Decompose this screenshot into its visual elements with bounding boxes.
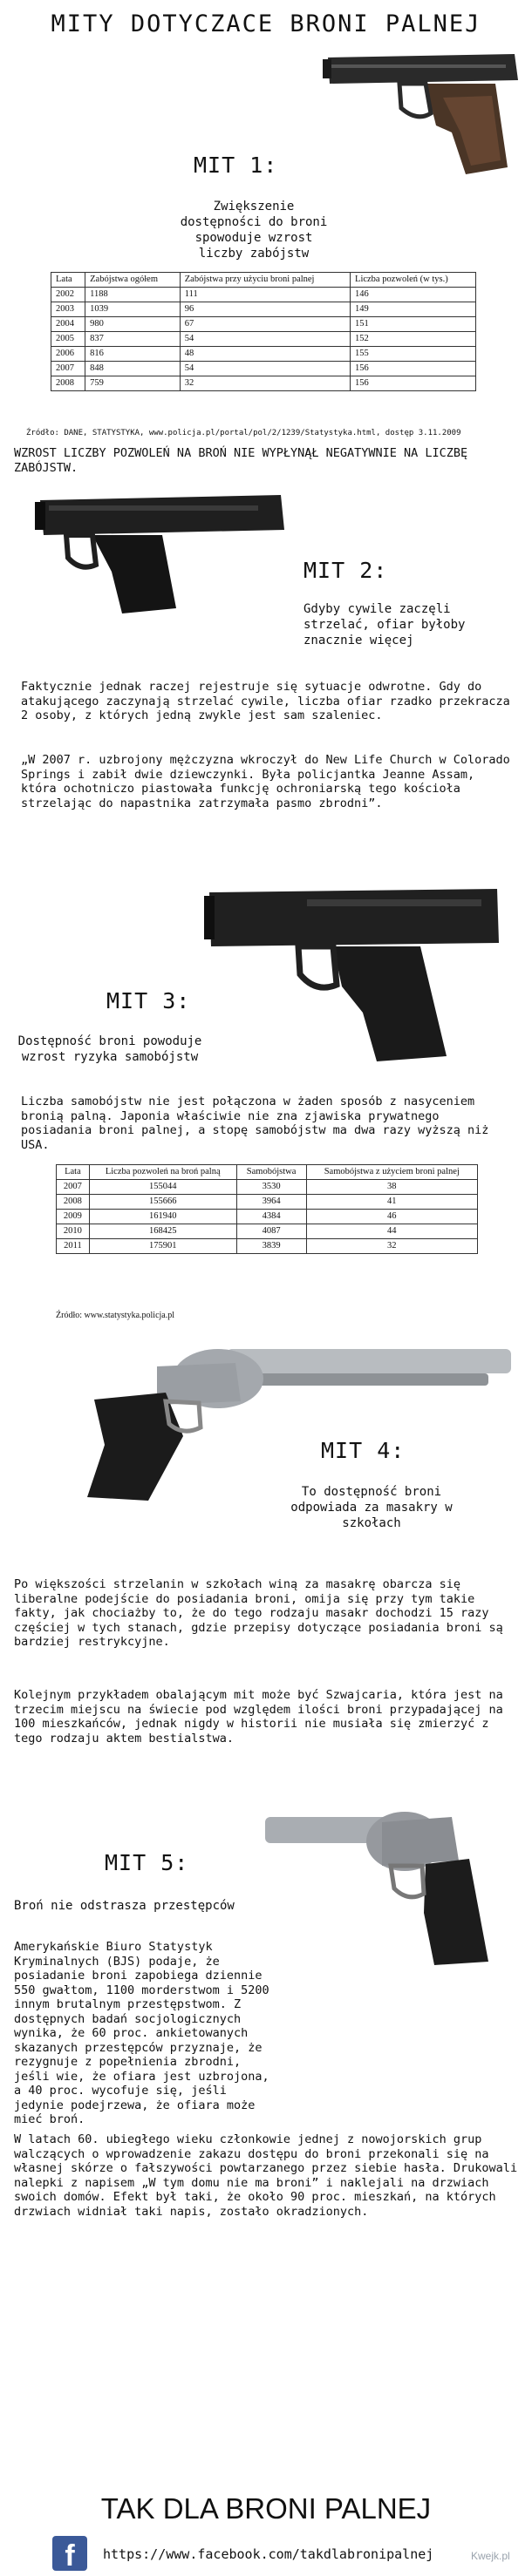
table-header-cell: Liczba pozwoleń na broń palną <box>89 1165 236 1180</box>
table-row <box>51 317 476 332</box>
table-header-cell: Lata <box>57 1165 90 1180</box>
table-cell: 2011 <box>57 1239 90 1254</box>
table-cell: 175901 <box>89 1239 236 1254</box>
table-cell: 2010 <box>57 1224 90 1239</box>
table-header-cell: Samobójstwa z użyciem broni palnej <box>306 1165 477 1180</box>
myth1-conclusion: WZROST LICZBY POZWOLEŃ NA BROŃ NIE WYPŁYNĄŁ NEGATYWNIE NA LICZBĘ ZABÓJSTW. <box>14 446 468 475</box>
table-header-row <box>51 273 476 288</box>
myth5-paragraph2: W latach 60. ubiegłego wieku członkowie jednej z nowojorskich grup walczących o wprowadzenie zakazu dostępu do broni przekonali się na własnej skórze o fałszywości powtarzanego przez siebie hasła. Drukowali nalepki z napisem „W tym domu nie ma broni” i naklejali na drzwiach swoich domów. Efekt był taki, że około 90 proc. mieszkań, na których drzwiach widniał taki napis, zostało okradzionych. <box>14 2132 518 2219</box>
myth2-subtitle: Gdyby cywile zaczęli strzelać, ofiar byłoby znacznie więcej <box>304 602 466 647</box>
table-row <box>57 1210 478 1224</box>
glock-image <box>202 882 504 1065</box>
revolver-long-image <box>52 1332 516 1506</box>
myth4-subtitle: To dostępność broni odpowiada za masakry w szkołach <box>290 1485 453 1530</box>
table-header-cell: Samobójstwa <box>236 1165 306 1180</box>
page-title: MITY DOTYCZACE BRONI PALNEJ <box>51 10 481 37</box>
table-cell: 161940 <box>89 1210 236 1224</box>
table-cell: 54 <box>180 362 350 376</box>
table-header-cell: Zabójstwa przy użyciu broni palnej <box>180 273 350 288</box>
table-cell: 156 <box>351 376 476 391</box>
table-cell: 3839 <box>236 1239 306 1254</box>
table-cell: 46 <box>306 1210 477 1224</box>
table-cell: 54 <box>180 332 350 347</box>
table-cell: 2002 <box>51 288 85 302</box>
myth4-heading: MIT 4: <box>321 1438 406 1463</box>
myth3-heading: MIT 3: <box>106 988 191 1013</box>
myth5-heading: MIT 5: <box>105 1850 189 1875</box>
myth1-heading: MIT 1: <box>194 153 278 178</box>
table-row <box>51 288 476 302</box>
myth3-paragraph: Liczba samobójstw nie jest połączona w żaden sposób z nasyceniem bronią palną. Japonia właściwie nie zna zjawiska prywatnego posiadania broni palnej, a stopę samobójstw ma dwa razy wyższą niż USA. <box>21 1095 489 1152</box>
table-cell: 759 <box>85 376 181 391</box>
myth3-table <box>56 1164 478 1254</box>
myth2-heading: MIT 2: <box>304 558 388 583</box>
table-cell: 4384 <box>236 1210 306 1224</box>
table-cell: 152 <box>351 332 476 347</box>
table-cell: 32 <box>180 376 350 391</box>
myth2-paragraph2: „W 2007 r. uzbrojony mężczyzna wkroczył do New Life Church w Colorado Springs i zabił dwie dziewczynki. Była policjantka Jeanne Assam, która ochotniczo piastowała funkcję ochroniarską tego kościoła strzelając do napastnika zatrzymała pasmo zbrodni”. <box>21 753 510 810</box>
table-header-cell: Lata <box>51 273 85 288</box>
watermark: Kwejk.pl <box>471 2550 510 2562</box>
table-row <box>57 1180 478 1195</box>
table-cell: 96 <box>180 302 350 317</box>
table-row <box>51 332 476 347</box>
table-cell: 2006 <box>51 347 85 362</box>
table-cell: 1188 <box>85 288 181 302</box>
table-cell: 67 <box>180 317 350 332</box>
table-cell: 155 <box>351 347 476 362</box>
myth3-subtitle: Dostępność broni powoduje wzrost ryzyka samobójstw <box>17 1034 202 1064</box>
table-cell: 146 <box>351 288 476 302</box>
table-row <box>57 1224 478 1239</box>
table-header-row <box>57 1165 478 1180</box>
table-cell: 1039 <box>85 302 181 317</box>
table-row <box>51 347 476 362</box>
myth3-source: Źródło: www.statystyka.policja.pl <box>56 1311 174 1320</box>
myth1-table <box>51 272 476 391</box>
table-cell: 155044 <box>89 1180 236 1195</box>
table-cell: 2007 <box>57 1180 90 1195</box>
table-cell: 38 <box>306 1180 477 1195</box>
table-cell: 4087 <box>236 1224 306 1239</box>
table-cell: 2009 <box>57 1210 90 1224</box>
table-cell: 111 <box>180 288 350 302</box>
myth5-paragraph1: Amerykańskie Biuro Statystyk Kryminalnych (BJS) podaje, że posiadanie broni zapobiega dziennie 550 gwałtom, 1100 morderstwom i 5200 innym brutalnym przestępstwom. Z dostępnych badań socjologicznych wynika, że 60 proc. ankietowanych skazanych przestępców przyznaje, że rezygnuje z popełnienia zbrodni, jeśli wie, że ofiara jest uzbrojona, a 40 proc. wycofuje się, jeśli jedynie podejrzewa, że ofiara może mieć broń. <box>14 1940 269 2126</box>
table-cell: 168425 <box>89 1224 236 1239</box>
table-cell: 2008 <box>51 376 85 391</box>
table-cell: 3530 <box>236 1180 306 1195</box>
table-header-cell: Liczba pozwoleń (w tys.) <box>351 273 476 288</box>
table-cell: 44 <box>306 1224 477 1239</box>
myth4-paragraph2: Kolejnym przykładem obalającym mit może być Szwajcaria, która jest na trzecim miejscu na świecie pod względem ilości broni przypadającej na 100 mieszkańców, jednak nigdy w historii nie musiała się zmierzyć z tego rodzaju aktem bestialstwa. <box>14 1688 503 1746</box>
closing-slogan: TAK DLA BRONI PALNEJ <box>100 2492 432 2525</box>
table-cell: 848 <box>85 362 181 376</box>
desert-eagle-image <box>31 485 293 615</box>
table-cell: 41 <box>306 1195 477 1210</box>
table-header-cell: Zabójstwa ogółem <box>85 273 181 288</box>
table-cell: 2008 <box>57 1195 90 1210</box>
table-cell: 156 <box>351 362 476 376</box>
table-row <box>51 302 476 317</box>
table-row <box>57 1239 478 1254</box>
table-cell: 3964 <box>236 1195 306 1210</box>
table-cell: 2003 <box>51 302 85 317</box>
facebook-icon[interactable]: f <box>52 2536 87 2571</box>
myth1-source: Źródło: DANE, STATYSTYKA, www.policja.pl/portal/pol/2/1239/Statystyka.html, dostęp 3.11.2009 <box>26 429 461 437</box>
myth1-subtitle: Zwiększenie dostępności do broni spowoduje wzrost liczby zabójstw <box>180 200 328 261</box>
table-row <box>51 376 476 391</box>
table-cell: 816 <box>85 347 181 362</box>
table-cell: 2004 <box>51 317 85 332</box>
revolver-short-image <box>260 1791 495 1969</box>
table-cell: 2007 <box>51 362 85 376</box>
table-cell: 155666 <box>89 1195 236 1210</box>
table-row <box>57 1195 478 1210</box>
facebook-url-link[interactable]: https://www.facebook.com/takdlabronipalnej <box>103 2546 434 2562</box>
table-cell: 980 <box>85 317 181 332</box>
table-cell: 151 <box>351 317 476 332</box>
table-cell: 48 <box>180 347 350 362</box>
myth5-subtitle: Broń nie odstrasza przestępców <box>14 1899 235 1913</box>
table-cell: 149 <box>351 302 476 317</box>
pistol-1911-image <box>321 45 523 176</box>
table-cell: 2005 <box>51 332 85 347</box>
myth4-paragraph1: Po większości strzelanin w szkołach winą za masakrę obarcza się liberalne podejście do posiadania broni, omija się przy tym takie fakty, jak chociażby to, że do tego rodzaju masakr dochodzi 15 razy częściej w tych stanach, gdzie przepisy dotyczące posiadania broni są bardziej restrykcyjne. <box>14 1577 503 1649</box>
table-row <box>51 362 476 376</box>
table-cell: 32 <box>306 1239 477 1254</box>
table-cell: 837 <box>85 332 181 347</box>
myth2-paragraph1: Faktycznie jednak raczej rejestruje się sytuacje odwrotne. Gdy do atakującego zaczynają strzelać cywile, liczba ofiar rzadko przekracza 2 osoby, z których jedną zwykle jest sam szaleniec. <box>21 680 510 722</box>
